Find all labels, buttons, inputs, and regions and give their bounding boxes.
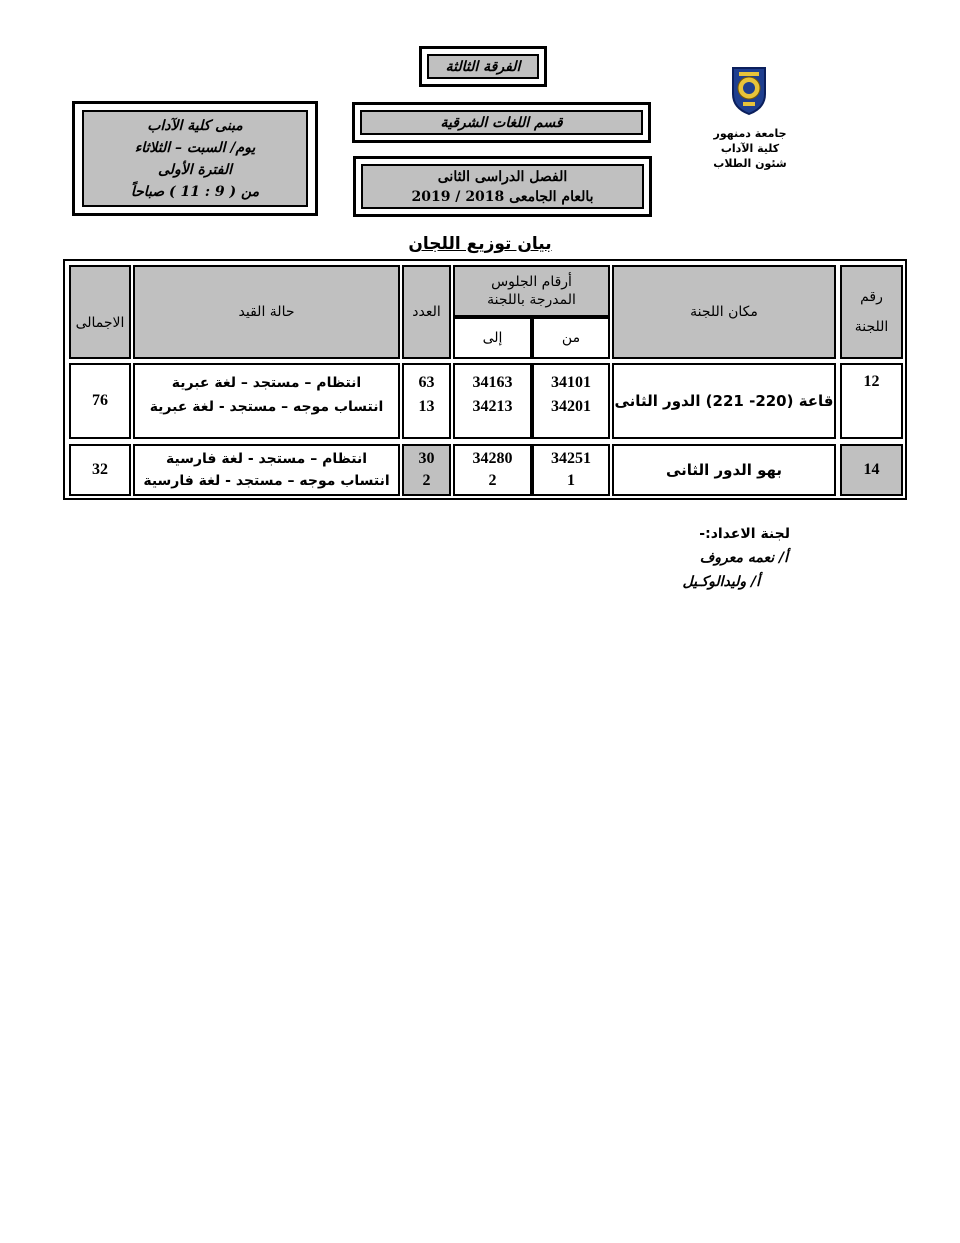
university-name: جامعة دمنهور [713,127,787,140]
header-committee-no: رقم اللجنة [840,265,903,359]
faculty-name: كلية الآداب [720,142,780,155]
preparation-member-2: أ/ وليدالوكـيل [682,574,760,590]
table-row-2-location: بهو الدور الثانى [612,444,836,496]
header-to: إلى [453,317,532,359]
year-level: الفرقة الثالثة [445,58,521,75]
table-row-2-to: 34280 2 [453,444,532,496]
statement-title: بيان توزيع اللجان [408,234,552,254]
venue-building: مبنى كلية الآداب [147,117,243,134]
table-row-1-count: 63 13 [402,363,451,439]
header-total: الاجمالى [69,265,131,359]
venue-time: من ( 9 : 11 ) صباحاً [130,183,260,200]
table-row-1-location: قاعة (220- 221) الدور الثانى [612,363,836,439]
table-row-2-count: 30 2 [402,444,451,496]
table-row-1-committee-no: 12 [840,363,903,439]
table-row-2-status: انتظام – مستجد - لغة فارسية انتساب موجه – مستجد - لغة فارسية [133,444,400,496]
header-seat-numbers: أرقام الجلوس المدرجة باللجنة [453,265,610,317]
venue-days: يوم/ السبت – الثلاثاء [134,139,256,156]
preparation-label: لجنة الاعداد:- [699,526,790,542]
department-name: قسم اللغات الشرقية [440,114,563,131]
header-status: حالة القيد [133,265,400,359]
venue-box [72,101,318,216]
table-row-2-committee-no: 14 [840,444,903,496]
header-count: العدد [402,265,451,359]
committee-table [63,259,907,500]
academic-year-line: بالعام الجامعى 2018 / 2019 [411,188,594,205]
venue-period: الفترة الأولى [158,161,232,178]
semester-line: الفصل الدراسى الثانى [437,168,568,185]
university-logo [729,64,769,116]
header-from: من [532,317,610,359]
table-row-1-status: انتظام – مستجد – لغة عبرية انتساب موجه – مستجد - لغة عبرية [133,363,400,439]
header-location: مكان اللجنة [612,265,836,359]
table-row-2-from: 34251 1 [532,444,610,496]
table-row-2-total: 32 [69,444,131,496]
department-box [352,102,651,143]
semester-box [353,156,652,217]
table-row-1-from: 34101 34201 [532,363,610,439]
table-row-1-to: 34163 34213 [453,363,532,439]
year-level-box [419,46,547,87]
table-row-1-total: 76 [69,363,131,439]
office-name: شئون الطلاب [713,157,787,170]
preparation-member-1: أ/ نعمه معروف [699,550,788,566]
